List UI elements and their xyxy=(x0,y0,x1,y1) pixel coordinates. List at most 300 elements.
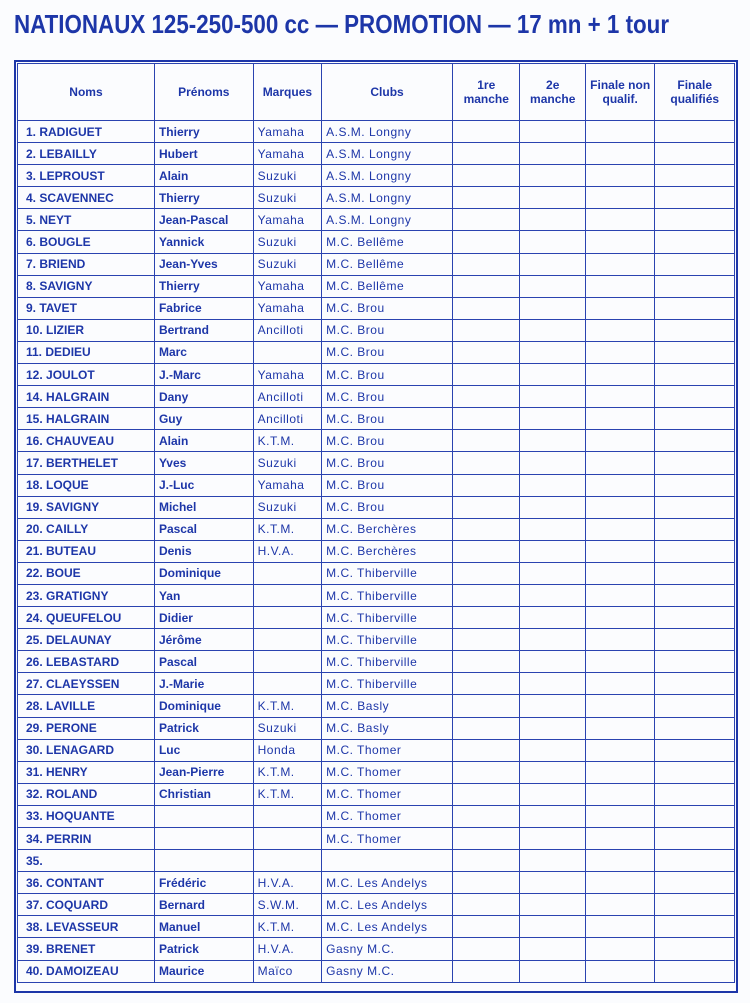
table-row xyxy=(18,761,735,783)
manche-2-cell xyxy=(520,452,585,474)
manche-2-cell xyxy=(520,828,585,850)
rider-first-name: Yannick xyxy=(154,231,253,253)
manche-1-cell xyxy=(453,452,520,474)
rider-club: A.S.M. Longny xyxy=(322,165,453,187)
finale-non-qualif-cell xyxy=(585,695,654,717)
finale-non-qualif-cell xyxy=(585,364,654,386)
finale-non-qualif-cell xyxy=(585,584,654,606)
rider-name: 33. HOQUANTE xyxy=(18,805,155,827)
manche-1-cell xyxy=(453,253,520,275)
header-manche-2: 2e manche xyxy=(520,64,585,121)
manche-2-cell xyxy=(520,739,585,761)
rider-brand xyxy=(253,673,321,695)
rider-club: M.C. Thomer xyxy=(322,805,453,827)
rider-first-name: Patrick xyxy=(154,717,253,739)
rider-first-name: Fabrice xyxy=(154,297,253,319)
finale-qualifies-cell xyxy=(655,518,735,540)
finale-qualifies-cell xyxy=(655,165,735,187)
finale-non-qualif-cell xyxy=(585,209,654,231)
manche-1-cell xyxy=(453,850,520,872)
manche-2-cell xyxy=(520,297,585,319)
finale-qualifies-cell xyxy=(655,783,735,805)
rider-brand: Yamaha xyxy=(253,275,321,297)
rider-club: A.S.M. Longny xyxy=(322,121,453,143)
rider-brand: K.T.M. xyxy=(253,518,321,540)
manche-1-cell xyxy=(453,187,520,209)
rider-first-name: J.-Luc xyxy=(154,474,253,496)
rider-club: Gasny M.C. xyxy=(322,938,453,960)
table-row xyxy=(18,187,735,209)
rider-club: M.C. Thiberville xyxy=(322,562,453,584)
finale-non-qualif-cell xyxy=(585,607,654,629)
rider-name: 22. BOUE xyxy=(18,562,155,584)
finale-qualifies-cell xyxy=(655,894,735,916)
table-row xyxy=(18,209,735,231)
rider-brand: Ancilloti xyxy=(253,319,321,341)
finale-qualifies-cell xyxy=(655,231,735,253)
rider-first-name: Frédéric xyxy=(154,872,253,894)
rider-club: A.S.M. Longny xyxy=(322,187,453,209)
finale-qualifies-cell xyxy=(655,275,735,297)
manche-2-cell xyxy=(520,165,585,187)
rider-first-name: Dany xyxy=(154,386,253,408)
table-row xyxy=(18,607,735,629)
rider-brand: Suzuki xyxy=(253,231,321,253)
rider-club: M.C. Brou xyxy=(322,408,453,430)
manche-1-cell xyxy=(453,805,520,827)
rider-first-name: Didier xyxy=(154,607,253,629)
rider-name: 12. JOULOT xyxy=(18,364,155,386)
finale-non-qualif-cell xyxy=(585,165,654,187)
table-row xyxy=(18,695,735,717)
rider-brand: Suzuki xyxy=(253,496,321,518)
rider-brand: Maïco xyxy=(253,960,321,982)
rider-first-name xyxy=(154,828,253,850)
table-row xyxy=(18,584,735,606)
finale-non-qualif-cell xyxy=(585,651,654,673)
finale-qualifies-cell xyxy=(655,319,735,341)
rider-club: M.C. Brou xyxy=(322,341,453,363)
manche-1-cell xyxy=(453,231,520,253)
page-title: NATIONAUX 125-250-500 cc — PROMOTION — 17 mn + 1 tour xyxy=(14,9,670,39)
finale-non-qualif-cell xyxy=(585,496,654,518)
rider-brand xyxy=(253,651,321,673)
manche-2-cell xyxy=(520,607,585,629)
manche-1-cell xyxy=(453,739,520,761)
rider-club: M.C. Les Andelys xyxy=(322,894,453,916)
finale-qualifies-cell xyxy=(655,828,735,850)
manche-2-cell xyxy=(520,253,585,275)
manche-2-cell xyxy=(520,408,585,430)
rider-first-name: Dominique xyxy=(154,562,253,584)
finale-qualifies-cell xyxy=(655,960,735,982)
rider-name: 16. CHAUVEAU xyxy=(18,430,155,452)
rider-name: 37. COQUARD xyxy=(18,894,155,916)
manche-1-cell xyxy=(453,629,520,651)
finale-non-qualif-cell xyxy=(585,319,654,341)
rider-club: M.C. Thomer xyxy=(322,828,453,850)
finale-qualifies-cell xyxy=(655,629,735,651)
finale-qualifies-cell xyxy=(655,430,735,452)
rider-club: M.C. Thiberville xyxy=(322,673,453,695)
finale-qualifies-cell xyxy=(655,673,735,695)
rider-first-name: Pascal xyxy=(154,518,253,540)
rider-brand: S.W.M. xyxy=(253,894,321,916)
rider-first-name: Pascal xyxy=(154,651,253,673)
finale-non-qualif-cell xyxy=(585,673,654,695)
finale-non-qualif-cell xyxy=(585,452,654,474)
finale-non-qualif-cell xyxy=(585,783,654,805)
manche-1-cell xyxy=(453,275,520,297)
finale-qualifies-cell xyxy=(655,850,735,872)
table-row xyxy=(18,341,735,363)
rider-first-name: Christian xyxy=(154,783,253,805)
manche-1-cell xyxy=(453,430,520,452)
rider-name: 31. HENRY xyxy=(18,761,155,783)
rider-name: 9. TAVET xyxy=(18,297,155,319)
finale-non-qualif-cell xyxy=(585,562,654,584)
manche-2-cell xyxy=(520,518,585,540)
finale-qualifies-cell xyxy=(655,474,735,496)
manche-2-cell xyxy=(520,319,585,341)
rider-brand xyxy=(253,629,321,651)
rider-first-name: Jean-Yves xyxy=(154,253,253,275)
finale-non-qualif-cell xyxy=(585,275,654,297)
finale-non-qualif-cell xyxy=(585,805,654,827)
rider-brand: Suzuki xyxy=(253,452,321,474)
table-row xyxy=(18,121,735,143)
rider-club xyxy=(322,850,453,872)
rider-name: 5. NEYT xyxy=(18,209,155,231)
rider-name: 3. LEPROUST xyxy=(18,165,155,187)
header-finale-qualifies: Finale qualifiés xyxy=(655,64,735,121)
rider-brand: Suzuki xyxy=(253,253,321,275)
rider-first-name: Jean-Pascal xyxy=(154,209,253,231)
manche-2-cell xyxy=(520,231,585,253)
table-row xyxy=(18,673,735,695)
manche-1-cell xyxy=(453,828,520,850)
finale-qualifies-cell xyxy=(655,717,735,739)
rider-first-name: Jean-Pierre xyxy=(154,761,253,783)
header-finale-non-qualif: Finale non qualif. xyxy=(585,64,654,121)
rider-club: M.C. Brou xyxy=(322,496,453,518)
rider-first-name: Maurice xyxy=(154,960,253,982)
rider-first-name: Michel xyxy=(154,496,253,518)
finale-non-qualif-cell xyxy=(585,761,654,783)
rider-brand: H.V.A. xyxy=(253,872,321,894)
table-row xyxy=(18,562,735,584)
finale-non-qualif-cell xyxy=(585,938,654,960)
rider-club: Gasny M.C. xyxy=(322,960,453,982)
rider-name: 6. BOUGLE xyxy=(18,231,155,253)
rider-brand: Honda xyxy=(253,739,321,761)
rider-brand: Yamaha xyxy=(253,209,321,231)
table-row xyxy=(18,916,735,938)
rider-name: 24. QUEUFELOU xyxy=(18,607,155,629)
table-row xyxy=(18,783,735,805)
rider-brand: H.V.A. xyxy=(253,540,321,562)
finale-qualifies-cell xyxy=(655,584,735,606)
rider-name: 27. CLAEYSSEN xyxy=(18,673,155,695)
finale-non-qualif-cell xyxy=(585,828,654,850)
rider-brand: K.T.M. xyxy=(253,916,321,938)
manche-1-cell xyxy=(453,607,520,629)
rider-brand xyxy=(253,850,321,872)
rider-name: 39. BRENET xyxy=(18,938,155,960)
rider-brand xyxy=(253,341,321,363)
rider-name: 7. BRIEND xyxy=(18,253,155,275)
finale-non-qualif-cell xyxy=(585,231,654,253)
rider-first-name: Thierry xyxy=(154,121,253,143)
table-row xyxy=(18,165,735,187)
rider-first-name: Thierry xyxy=(154,187,253,209)
rider-first-name: Yan xyxy=(154,584,253,606)
manche-2-cell xyxy=(520,341,585,363)
rider-first-name: Manuel xyxy=(154,916,253,938)
rider-club: M.C. Thiberville xyxy=(322,607,453,629)
finale-qualifies-cell xyxy=(655,496,735,518)
finale-qualifies-cell xyxy=(655,408,735,430)
finale-non-qualif-cell xyxy=(585,143,654,165)
finale-non-qualif-cell xyxy=(585,408,654,430)
table-row xyxy=(18,805,735,827)
finale-qualifies-cell xyxy=(655,761,735,783)
manche-1-cell xyxy=(453,165,520,187)
results-table xyxy=(17,63,735,983)
manche-2-cell xyxy=(520,651,585,673)
rider-name: 20. CAILLY xyxy=(18,518,155,540)
manche-1-cell xyxy=(453,209,520,231)
table-row xyxy=(18,275,735,297)
rider-name: 30. LENAGARD xyxy=(18,739,155,761)
manche-2-cell xyxy=(520,673,585,695)
finale-non-qualif-cell xyxy=(585,430,654,452)
manche-2-cell xyxy=(520,209,585,231)
rider-name: 18. LOQUE xyxy=(18,474,155,496)
manche-1-cell xyxy=(453,121,520,143)
finale-qualifies-cell xyxy=(655,607,735,629)
manche-2-cell xyxy=(520,850,585,872)
rider-name: 21. BUTEAU xyxy=(18,540,155,562)
finale-non-qualif-cell xyxy=(585,386,654,408)
manche-2-cell xyxy=(520,386,585,408)
table-row xyxy=(18,518,735,540)
table-row xyxy=(18,319,735,341)
manche-2-cell xyxy=(520,143,585,165)
rider-brand: Suzuki xyxy=(253,187,321,209)
manche-1-cell xyxy=(453,562,520,584)
finale-qualifies-cell xyxy=(655,253,735,275)
table-row xyxy=(18,143,735,165)
header-prenoms: Prénoms xyxy=(154,64,253,121)
rider-club: M.C. Brou xyxy=(322,430,453,452)
manche-1-cell xyxy=(453,584,520,606)
manche-2-cell xyxy=(520,364,585,386)
manche-1-cell xyxy=(453,364,520,386)
finale-qualifies-cell xyxy=(655,651,735,673)
table-row xyxy=(18,717,735,739)
rider-club: M.C. Brou xyxy=(322,474,453,496)
manche-2-cell xyxy=(520,275,585,297)
manche-2-cell xyxy=(520,717,585,739)
table-row xyxy=(18,408,735,430)
rider-club: M.C. Bellême xyxy=(322,275,453,297)
manche-2-cell xyxy=(520,540,585,562)
finale-qualifies-cell xyxy=(655,695,735,717)
table-row xyxy=(18,540,735,562)
rider-name: 35. xyxy=(18,850,155,872)
rider-brand: Suzuki xyxy=(253,717,321,739)
rider-club: M.C. Thomer xyxy=(322,739,453,761)
finale-qualifies-cell xyxy=(655,562,735,584)
rider-name: 8. SAVIGNY xyxy=(18,275,155,297)
manche-1-cell xyxy=(453,143,520,165)
manche-1-cell xyxy=(453,783,520,805)
table-row xyxy=(18,629,735,651)
table-row xyxy=(18,474,735,496)
table-row xyxy=(18,938,735,960)
manche-2-cell xyxy=(520,629,585,651)
table-row xyxy=(18,297,735,319)
rider-club: M.C. Thiberville xyxy=(322,629,453,651)
rider-first-name: Jérôme xyxy=(154,629,253,651)
rider-club: M.C. Brou xyxy=(322,297,453,319)
rider-club: M.C. Bellême xyxy=(322,231,453,253)
rider-name: 38. LEVASSEUR xyxy=(18,916,155,938)
rider-first-name: Marc xyxy=(154,341,253,363)
manche-2-cell xyxy=(520,960,585,982)
table-row xyxy=(18,894,735,916)
table-row xyxy=(18,828,735,850)
finale-non-qualif-cell xyxy=(585,894,654,916)
finale-non-qualif-cell xyxy=(585,341,654,363)
manche-2-cell xyxy=(520,938,585,960)
finale-qualifies-cell xyxy=(655,297,735,319)
rider-brand: Ancilloti xyxy=(253,408,321,430)
manche-2-cell xyxy=(520,805,585,827)
manche-1-cell xyxy=(453,341,520,363)
rider-brand: K.T.M. xyxy=(253,783,321,805)
rider-club: M.C. Thiberville xyxy=(322,584,453,606)
rider-first-name xyxy=(154,850,253,872)
finale-qualifies-cell xyxy=(655,805,735,827)
manche-1-cell xyxy=(453,960,520,982)
rider-club: A.S.M. Longny xyxy=(322,209,453,231)
rider-name: 1. RADIGUET xyxy=(18,121,155,143)
rider-name: 11. DEDIEU xyxy=(18,341,155,363)
rider-club: M.C. Thomer xyxy=(322,761,453,783)
finale-non-qualif-cell xyxy=(585,253,654,275)
finale-qualifies-cell xyxy=(655,872,735,894)
rider-name: 23. GRATIGNY xyxy=(18,584,155,606)
manche-1-cell xyxy=(453,938,520,960)
manche-2-cell xyxy=(520,562,585,584)
manche-2-cell xyxy=(520,496,585,518)
header-clubs: Clubs xyxy=(322,64,453,121)
rider-first-name: Bernard xyxy=(154,894,253,916)
finale-qualifies-cell xyxy=(655,143,735,165)
finale-non-qualif-cell xyxy=(585,121,654,143)
manche-1-cell xyxy=(453,717,520,739)
manche-1-cell xyxy=(453,651,520,673)
finale-qualifies-cell xyxy=(655,341,735,363)
rider-club: M.C. Bellême xyxy=(322,253,453,275)
manche-1-cell xyxy=(453,540,520,562)
rider-name: 32. ROLAND xyxy=(18,783,155,805)
rider-brand xyxy=(253,805,321,827)
header-manche-1: 1re manche xyxy=(453,64,520,121)
rider-brand: Yamaha xyxy=(253,121,321,143)
rider-first-name: J.-Marie xyxy=(154,673,253,695)
table-row xyxy=(18,651,735,673)
rider-first-name: Luc xyxy=(154,739,253,761)
manche-2-cell xyxy=(520,584,585,606)
finale-qualifies-cell xyxy=(655,938,735,960)
manche-2-cell xyxy=(520,872,585,894)
rider-brand: Yamaha xyxy=(253,364,321,386)
finale-non-qualif-cell xyxy=(585,518,654,540)
rider-brand xyxy=(253,828,321,850)
finale-non-qualif-cell xyxy=(585,629,654,651)
manche-2-cell xyxy=(520,121,585,143)
finale-non-qualif-cell xyxy=(585,297,654,319)
finale-non-qualif-cell xyxy=(585,187,654,209)
table-row xyxy=(18,739,735,761)
rider-club: M.C. Thiberville xyxy=(322,651,453,673)
header-noms: Noms xyxy=(18,64,155,121)
manche-2-cell xyxy=(520,916,585,938)
finale-qualifies-cell xyxy=(655,386,735,408)
rider-name: 19. SAVIGNY xyxy=(18,496,155,518)
table-row xyxy=(18,253,735,275)
rider-name: 15. HALGRAIN xyxy=(18,408,155,430)
rider-name: 34. PERRIN xyxy=(18,828,155,850)
rider-brand: Suzuki xyxy=(253,165,321,187)
rider-club: M.C. Brou xyxy=(322,452,453,474)
manche-1-cell xyxy=(453,386,520,408)
rider-first-name: Guy xyxy=(154,408,253,430)
rider-first-name: Thierry xyxy=(154,275,253,297)
rider-brand: Ancilloti xyxy=(253,386,321,408)
rider-brand: K.T.M. xyxy=(253,761,321,783)
rider-club: M.C. Brou xyxy=(322,319,453,341)
table-row xyxy=(18,386,735,408)
finale-non-qualif-cell xyxy=(585,872,654,894)
rider-first-name: Denis xyxy=(154,540,253,562)
manche-1-cell xyxy=(453,916,520,938)
rider-club: M.C. Brou xyxy=(322,364,453,386)
manche-1-cell xyxy=(453,761,520,783)
manche-2-cell xyxy=(520,761,585,783)
finale-non-qualif-cell xyxy=(585,739,654,761)
manche-1-cell xyxy=(453,474,520,496)
rider-club: M.C. Les Andelys xyxy=(322,872,453,894)
rider-name: 28. LAVILLE xyxy=(18,695,155,717)
rider-club: M.C. Basly xyxy=(322,695,453,717)
table-header-row xyxy=(18,64,735,121)
rider-first-name: Yves xyxy=(154,452,253,474)
manche-2-cell xyxy=(520,783,585,805)
manche-2-cell xyxy=(520,474,585,496)
rider-brand: K.T.M. xyxy=(253,430,321,452)
rider-club: M.C. Thomer xyxy=(322,783,453,805)
manche-1-cell xyxy=(453,408,520,430)
table-row xyxy=(18,231,735,253)
manche-1-cell xyxy=(453,496,520,518)
rider-name: 2. LEBAILLY xyxy=(18,143,155,165)
finale-non-qualif-cell xyxy=(585,916,654,938)
rider-name: 14. HALGRAIN xyxy=(18,386,155,408)
